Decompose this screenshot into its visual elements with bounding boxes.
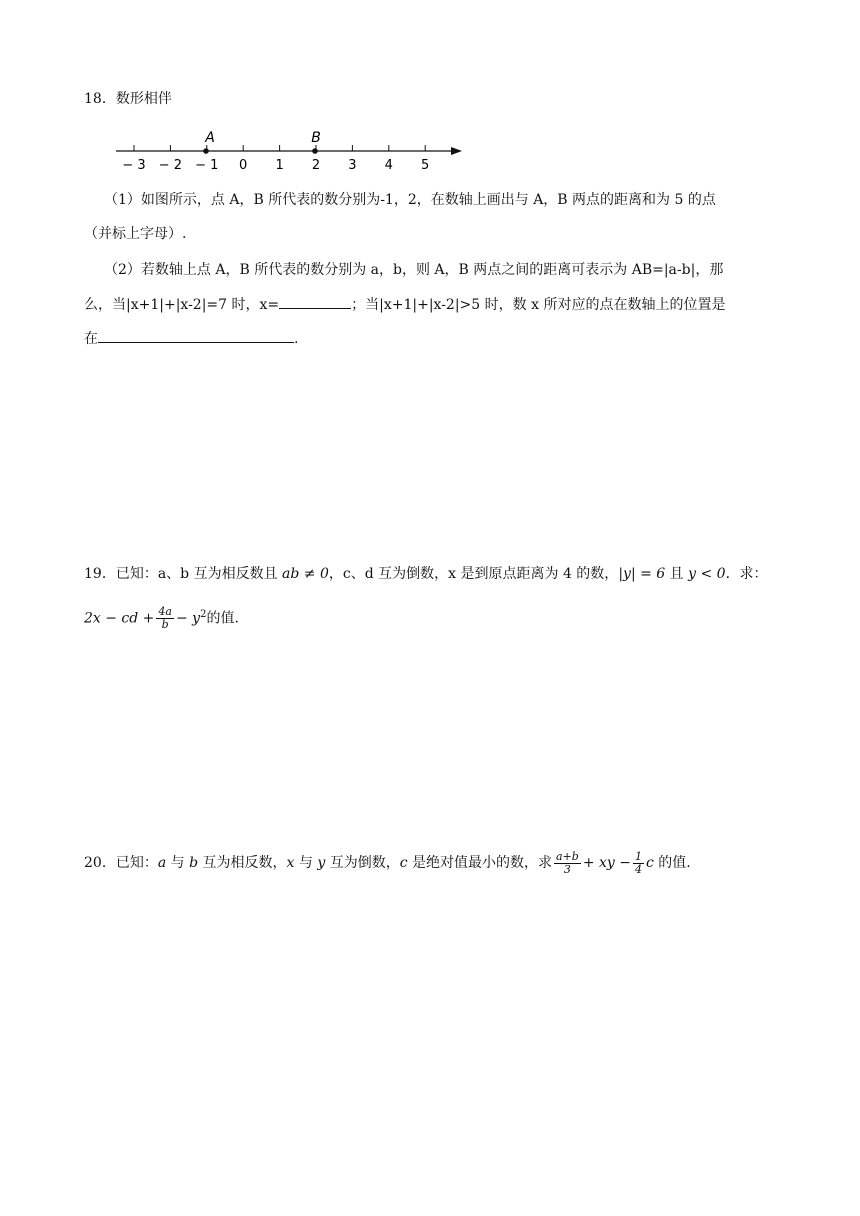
tick-label: − 2 — [158, 158, 183, 173]
q20-text: 互为倒数， — [325, 855, 400, 871]
q20-text: 与 — [294, 855, 318, 871]
answer-blank-x[interactable] — [279, 293, 351, 309]
q20-math: b — [189, 855, 199, 871]
q20-fraction-2 — [633, 851, 644, 876]
point-a-label: A — [205, 130, 215, 146]
number-line-ticks — [122, 145, 429, 173]
q20-math: + xy − — [582, 855, 631, 871]
point-a-dot — [203, 148, 209, 154]
q19-exponent: 2 — [200, 609, 207, 620]
tick-label: 3 — [348, 158, 357, 173]
answer-blank-position[interactable] — [98, 327, 294, 343]
tick-label: 1 — [275, 158, 284, 173]
q18-part1-line1: （1）如图所示，点 A，B 所代表的数分别为-1，2，在数轴上画出与 A，B 两点的距离和为 5 的点 — [104, 192, 716, 208]
q19-math: |y| = 6 — [618, 566, 666, 582]
q19-math: y < 0 — [688, 566, 726, 582]
fraction-denominator: 3 — [563, 862, 571, 876]
fraction-denominator: b — [161, 618, 169, 632]
tick-label: 4 — [384, 158, 393, 173]
fraction-numerator: a+b — [556, 849, 579, 863]
q19-math: − y — [175, 610, 201, 627]
q18-part1-line2: （并标上字母）. — [84, 226, 187, 242]
q19-text: ．求： — [725, 566, 768, 582]
tick-label: − 3 — [122, 158, 146, 173]
q18-part2-line3 — [84, 327, 298, 349]
q18-text: 在 — [84, 331, 98, 347]
fraction-numerator: 1 — [635, 849, 642, 863]
q19-line1 — [84, 564, 768, 584]
tick-label: 0 — [239, 158, 248, 173]
q18-heading — [84, 89, 172, 109]
q20-math: c — [399, 855, 408, 871]
q20-math: x — [286, 855, 295, 871]
q18-number: 18． — [84, 91, 116, 107]
q20-text: 已知： — [115, 855, 158, 871]
q20-text: 互为相反数， — [198, 855, 287, 871]
q18-part2-line2 — [84, 293, 725, 315]
fraction-denominator: 4 — [635, 862, 642, 876]
q20-line1 — [84, 846, 691, 880]
q20-text: 与 — [166, 855, 190, 871]
arrow-right-icon — [451, 147, 462, 155]
q20-math: a — [157, 855, 167, 871]
tick-label: − 1 — [195, 158, 219, 173]
point-b-label: B — [311, 130, 321, 146]
tick-label: 5 — [421, 158, 430, 173]
tick-label: 2 — [311, 158, 321, 173]
q20-text: 是绝对值最小的数，求 — [407, 855, 552, 871]
q19-text: 且 — [665, 566, 689, 582]
fraction-numerator: 4a — [158, 605, 172, 619]
q20-math: c — [646, 855, 654, 871]
q20-math: y — [317, 855, 326, 871]
q19-math: ab ≠ 0 — [282, 566, 329, 582]
q18-part2-line1: （2）若数轴上点 A，B 所代表的数分别为 a，b，则 A，B 两点之间的距离可表示为 AB=|a-b|，那 — [104, 262, 724, 278]
q19-fraction — [156, 606, 174, 631]
q19-math: 2x − cd + — [84, 610, 155, 627]
q19-number: 19． — [84, 566, 116, 582]
number-line — [110, 124, 470, 174]
q19-line2 — [84, 598, 239, 636]
q18-title: 数形相伴 — [115, 91, 172, 107]
point-b-dot — [312, 148, 318, 154]
q18-text: 么，当|x+1|+|x-2|=7 时，x= — [84, 297, 280, 313]
q19-text: ，c、d 互为倒数，x 是到原点距离为 4 的数， — [328, 566, 619, 582]
q18-text: . — [294, 331, 299, 347]
q20-fraction-1 — [554, 851, 581, 876]
q20-text: 的值. — [653, 855, 691, 871]
q19-text: 已知：a、b 互为相反数且 — [115, 566, 283, 582]
q19-text: 的值. — [206, 610, 239, 627]
q18-text: ；当|x+1|+|x-2|>5 时，数 x 所对应的点在数轴上的位置是 — [351, 297, 726, 313]
q20-number: 20． — [84, 855, 116, 871]
